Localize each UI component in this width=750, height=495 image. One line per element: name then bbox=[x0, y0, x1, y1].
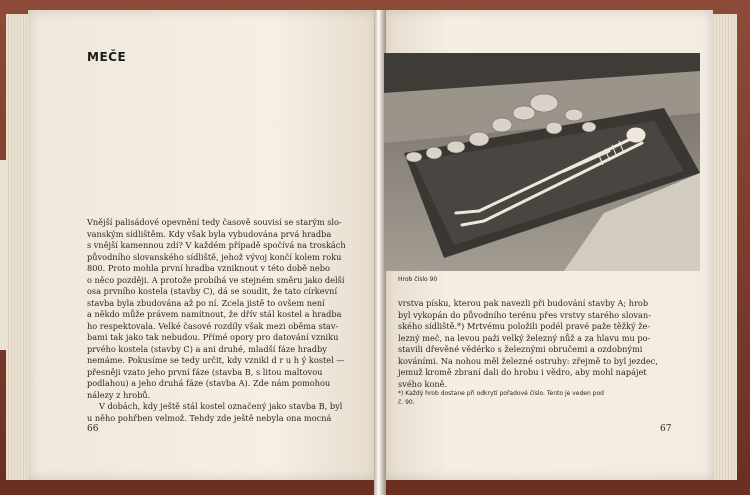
left-page-text bbox=[87, 217, 362, 424]
paragraph bbox=[87, 217, 362, 401]
footnote-line: č. 90. bbox=[398, 399, 415, 406]
text-line: přesněji vzato jeho první fáze (stavba B, s litou maltovou bbox=[87, 366, 323, 377]
text-line: prvého kostela (stavby C) a ani druhé, mladší fáze hradby bbox=[87, 343, 327, 354]
text-line: stavili dřevěné vědérko s železnými obručemi a ozdobnými bbox=[398, 344, 643, 354]
page-number-right: 67 bbox=[660, 424, 672, 434]
text-line: a někdo může právem namítnout, že dřív stál kostel a hradba bbox=[87, 309, 342, 319]
text-line: 800. Proto mohla první hradba vzniknout v této době nebo bbox=[87, 263, 330, 273]
text-line: jemuž kromě zbraní dali do hrobu i vědro, aby mohl napájet bbox=[398, 367, 647, 377]
text-line: nálezy z hrobů. bbox=[87, 389, 151, 400]
chapter-heading: MEČE bbox=[87, 50, 127, 64]
text-line: stavba byla zbudována až po ní. Zcela jistě to ovšem není bbox=[87, 297, 325, 308]
text-line: u něho pohřben velmož. Tehdy zde ještě nebyla ona mocná bbox=[87, 412, 332, 423]
paragraph bbox=[87, 401, 362, 424]
text-line: svého koně. bbox=[398, 378, 448, 389]
text-line: kováními. Na nohou měl železné ostruhy: zřejmě to byl jezdec, bbox=[398, 355, 658, 366]
text-line: byl vykopán do původního terénu přes vrstvy starého slovan- bbox=[398, 309, 651, 320]
text-line: o něco později. A protože probíhá ve stejném směru jako delší bbox=[87, 274, 345, 285]
text-line: s vnější kamennou zdí? V každém případě spočívá na troskách bbox=[87, 240, 346, 250]
text-line: původního slovanského sídliště, jehož vývoj končí kolem roku bbox=[87, 251, 342, 262]
text-line: podlahou) a jeho druhá fáze (stavba A). Zde nám pomohou bbox=[87, 378, 331, 388]
text-line: ho respektovala. Velké časové rozdíly však mezi oběma stav- bbox=[87, 320, 339, 331]
page-edges-left bbox=[6, 14, 28, 480]
page-edges-right bbox=[713, 14, 737, 480]
text-line: V dobách, kdy ještě stál kostel označený jako stavba B, byl bbox=[99, 401, 343, 411]
text-line: vrstva písku, kterou pak navezli při budování stavby A; hrob bbox=[398, 298, 649, 308]
text-line: vanským sídlištěm. Kdy však byla vybudována prvá hradba bbox=[87, 228, 332, 239]
page-number-left: 66 bbox=[87, 424, 99, 434]
photo-caption: Hrob číslo 90 bbox=[398, 276, 438, 283]
text-line: Vnější palisádové opevnění tedy časově souvisí se starým slo- bbox=[87, 217, 342, 227]
grave-photo-illustration bbox=[384, 53, 700, 271]
text-line: nemáme. Pokusíme se tedy určit, kdy vznikl d r u h ý kostel — bbox=[87, 355, 345, 365]
text-line: lezný meč, na levou paži velký železný nůž a za hlavu mu po- bbox=[398, 332, 651, 343]
footnote bbox=[398, 389, 694, 407]
footnote-line: *) Každý hrob dostane při odkrytí pořadové číslo. Tento je veden pod bbox=[398, 390, 604, 397]
text-line: ského sídliště.*) Mrtvému položili podél pravé paže těžký že- bbox=[398, 321, 651, 331]
text-line: bami tak jako tak nebudou. Přímé opory pro datování vzniku bbox=[87, 332, 339, 342]
text-line: osa prvního kostela (stavby C), dá se soudit, že tato církevní bbox=[87, 286, 338, 296]
paragraph bbox=[398, 298, 694, 390]
grave-photo bbox=[384, 53, 700, 271]
right-page-text bbox=[398, 298, 694, 390]
